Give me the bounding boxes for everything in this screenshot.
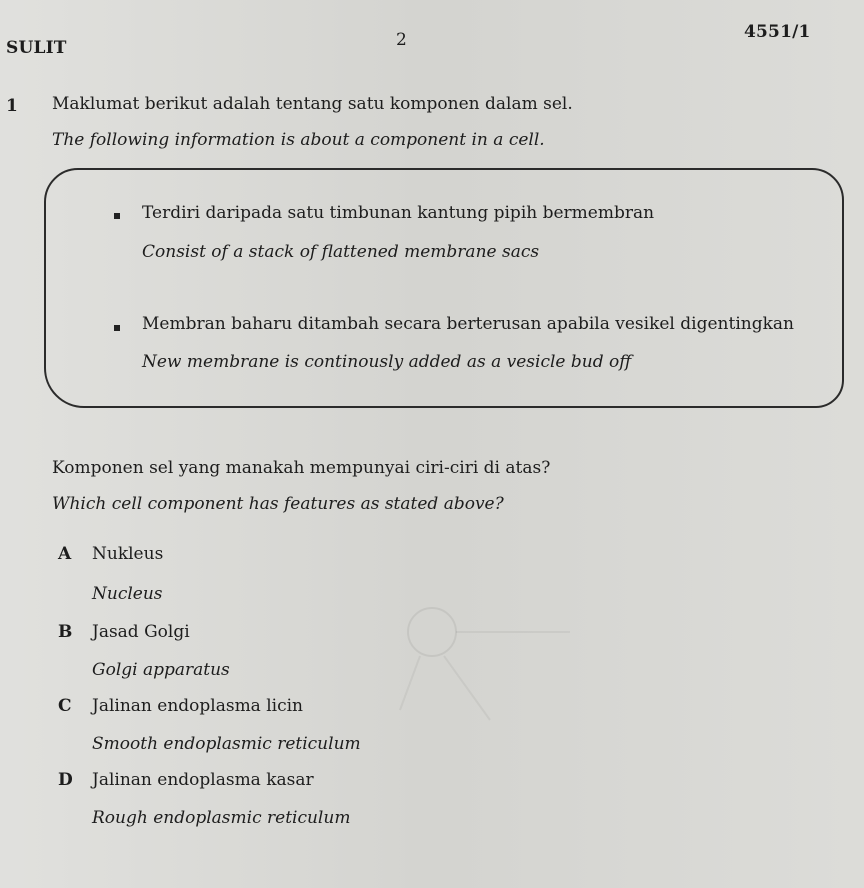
option-a-letter[interactable]: A — [58, 544, 72, 564]
option-a-malay[interactable]: Nukleus — [92, 544, 164, 564]
option-b-letter[interactable]: B — [58, 622, 73, 642]
intro-malay: Maklumat berikut adalah tentang satu komponen dalam sel. — [52, 94, 573, 114]
info-item-1-malay: Terdiri daripada satu timbunan kantung pipih bermembran — [142, 203, 655, 223]
prompt-english: Which cell component has features as stated above? — [52, 494, 504, 514]
option-b-malay[interactable]: Jasad Golgi — [92, 622, 190, 642]
bullet-icon — [114, 325, 120, 331]
option-c-english[interactable]: Smooth endoplasmic reticulum — [92, 734, 361, 754]
info-item-2-english: New membrane is continously added as a vesicle bud off — [142, 352, 632, 372]
option-c-letter[interactable]: C — [58, 696, 72, 716]
intro-english: The following information is about a component in a cell. — [52, 130, 545, 150]
option-d-letter[interactable]: D — [58, 770, 73, 790]
sulit-label: SULIT — [6, 38, 67, 58]
info-item-2-malay: Membran baharu ditambah secara berterusan apabila vesikel digentingkan — [142, 314, 794, 334]
option-c-malay[interactable]: Jalinan endoplasma licin — [92, 696, 304, 716]
option-d-english[interactable]: Rough endoplasmic reticulum — [92, 808, 351, 828]
info-item-1-english: Consist of a stack of flattened membrane sacs — [142, 242, 540, 262]
option-b-english[interactable]: Golgi apparatus — [92, 660, 230, 680]
option-a-english[interactable]: Nucleus — [92, 584, 163, 604]
prompt-malay: Komponen sel yang manakah mempunyai ciri-ciri di atas? — [52, 458, 551, 478]
paper-code: 4551/1 — [744, 22, 811, 42]
option-d-malay[interactable]: Jalinan endoplasma kasar — [92, 770, 314, 790]
bullet-icon — [114, 213, 120, 219]
question-number: 1 — [6, 96, 18, 116]
show-through-mark — [380, 560, 580, 740]
page-number: 2 — [396, 30, 408, 50]
